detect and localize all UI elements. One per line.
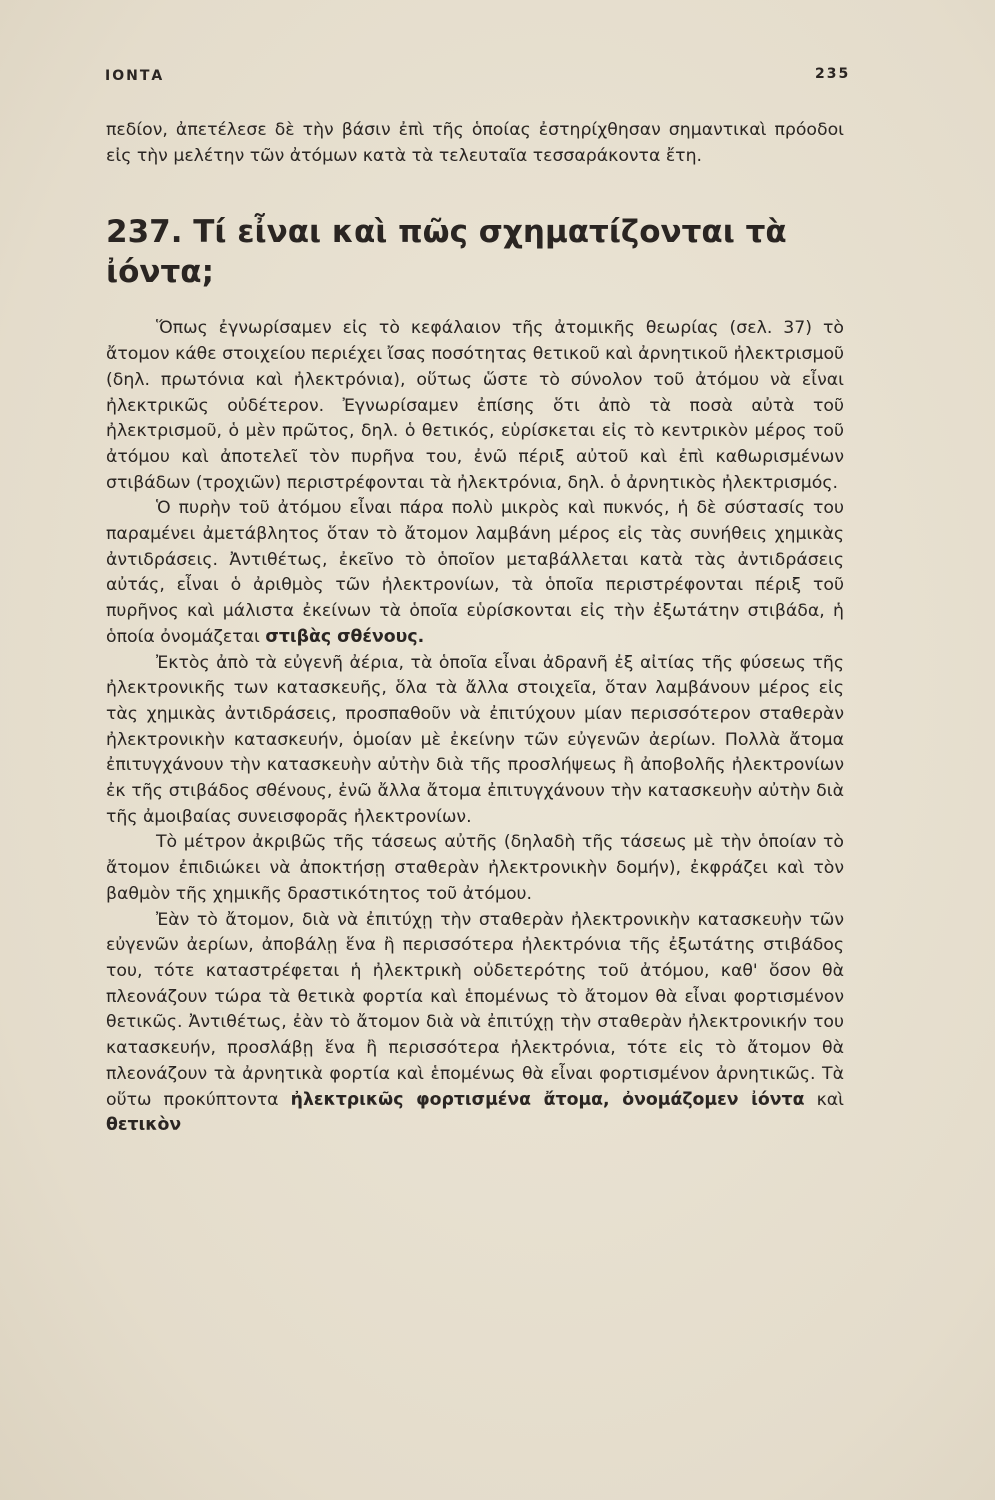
running-head: ΙΟΝΤΑ xyxy=(105,68,165,84)
paragraph-4: Τὸ μέτρον ἀκριβῶς τῆς τάσεως αὐτῆς (δηλαδὴ τῆς τάσεως μὲ τὴν ὁποίαν τὸ ἄτομον ἐπιδιώκει νὰ ἀποκτήσῃ σταθερὰν ἠλεκτρονικὴν δομήν), ἐκφράζει καὶ τὸν βαθμὸν τῆς χημικῆς δραστικότητος τοῦ ἀτόμου. xyxy=(106,832,844,904)
paragraph-1: Ὅπως ἐγνωρίσαμεν εἰς τὸ κεφάλαιον τῆς ἀτομικῆς θεωρίας (σελ. 37) τὸ ἄτομον κάθε στοιχείου περιέχει ἴσας ποσότητας θετικοῦ καὶ ἀρνητικοῦ ἠλεκτρισμοῦ (δηλ. πρωτόνια καὶ ἠλεκτρόνια), οὕτως ὥστε τὸ σύνολον τοῦ ἀτόμου νὰ εἶναι ἠλεκτρικῶς οὐδέτερον. Ἐγνωρίσαμεν ἐπίσης ὅτι ἀπὸ τὰ ποσὰ αὐτὰ τοῦ ἠλεκτρισμοῦ, ὁ μὲν πρῶτος, δηλ. ὁ θετικός, εὑρίσκεται εἰς τὸ κεντρικὸν μέρος τοῦ ἀτόμου καὶ ἀποτελεῖ τὸν πυρῆνα του, ἐνῶ πέριξ αὐτοῦ καὶ ἐπὶ καθωρισμένων στιβάδων (τροχιῶν) περιστρέφονται τὰ ἠλεκτρόνια, δηλ. ὁ ἀρνητικὸς ἠλεκτρισμός. xyxy=(106,318,845,493)
paragraph-2-text: Ὁ πυρὴν τοῦ ἀτόμου εἶναι πάρα πολὺ μικρὸς καὶ πυκνός, ἡ δὲ σύστασίς του παραμένει ἀμετάβλητος ὅταν τὸ ἄτομον λαμβάνη μέρος εἰς τὰς συνήθεις χημικὰς ἀντιδράσεις. Ἀντιθέτως, ἐκεῖνο τὸ ὁποῖον μεταβάλλεται κατὰ τὰς ἀντιδράσεις αὐτάς, εἶναι ὁ ἀριθμὸς τῶν ἠλεκτρονίων, τὰ ὁποῖα περιστρέφονται πέριξ τοῦ πυρῆνος καὶ μάλιστα ἐκείνων τὰ ὁποῖα εὑρίσκονται εἰς τὴν ἐξωτάτην στιβάδα, ἡ ὁποία ὀνομάζεται xyxy=(106,498,844,647)
paragraph-5-and: καὶ xyxy=(816,1089,844,1110)
ions-definition: ἠλεκτρικῶς φορτισμένα ἄτομα, ὀνομάζομεν ἰόντα xyxy=(290,1089,805,1110)
paragraph-3: Ἐκτὸς ἀπὸ τὰ εὐγενῆ ἀέρια, τὰ ὁποῖα εἶναι ἀδρανῆ ἐξ αἰτίας τῆς φύσεως τῆς ἠλεκτρονικῆς των κατασκευῆς, ὅλα τὰ ἄλλα στοιχεῖα, ὅταν λαμβάνουν μέρος εἰς τὰς χημικὰς ἀντιδράσεις, προσπαθοῦν νὰ ἐπιτύχουν μίαν περισσότερον σταθερὰν ἠλεκτρονικὴν κατασκευήν, ὁμοίαν μὲ ἐκείνην τῶν εὐγενῶν ἀερίων. Πολλὰ ἄτομα ἐπιτυγχάνουν τὴν κατασκευὴν αὐτὴν διὰ τῆς προσλήψεως ἢ ἀποβολῆς ἠλεκτρονίων ἐκ τῆς στιβάδος σθένους, ἐνῶ ἄλλα ἄτομα ἐπιτυγχάνουν τὴν κατασκευὴν αὐτὴν διὰ τῆς ἀμοιβαίας συνεισφορᾶς ἠλεκτρονίων. xyxy=(106,652,844,827)
page-number: 235 xyxy=(815,66,851,82)
valence-shell-term: στιβὰς σθένους. xyxy=(265,626,425,647)
body-text xyxy=(106,118,844,1139)
intro-paragraph: πεδίον, ἀπετέλεσε δὲ τὴν βάσιν ἐπὶ τῆς ὁποίας ἐστηρίχθησαν σημαντικαὶ πρόοδοι εἰς τὴν μελέτην τῶν ἀτόμων κατὰ τὰ τελευταῖα τεσσαράκοντα ἔτη. xyxy=(106,120,844,166)
paragraph-5-text: Ἐὰν τὸ ἄτομον, διὰ νὰ ἐπιτύχῃ τὴν σταθερὰν ἠλεκτρονικὴν κατασκευὴν τῶν εὐγενῶν ἀερίων, ἀποβάλῃ ἕνα ἢ περισσότερα ἠλεκτρόνια τῆς ἐξωτάτης στιβάδος του, τότε καταστρέφεται ἡ ἠλεκτρικὴ οὐδετερότης τοῦ ἀτόμου, καθ' ὅσον θὰ πλεονάζουν τώρα τὰ θετικὰ φορτία καὶ ἑπομένως τὸ ἄτομον θὰ εἶναι φορτισμένον θετικῶς. Ἀντιθέτως, ἐὰν τὸ ἄτομον διὰ νὰ ἐπιτύχῃ τὴν σταθερὰν ἠλεκτρονικήν του κατασκευήν, προσλάβῃ ἕνα ἢ περισσότερα ἠλεκτρόνια, τότε εἰς τὸ ἄτομον θὰ πλεονάζουν τὰ ἀρνητικὰ φορτία καὶ ἑπομένως θὰ εἶναι φορτισμένον ἀρνητικῶς. Τὰ οὕτω προκύπτοντα xyxy=(106,909,844,1110)
section-title: 237. Τί εἶναι καὶ πῶς σχηματίζονται τὰ ἰόντα; xyxy=(106,214,787,291)
positive-term: θετικὸν xyxy=(106,1115,182,1136)
paragraph-5 xyxy=(106,908,844,1139)
paragraph-2 xyxy=(106,496,844,650)
